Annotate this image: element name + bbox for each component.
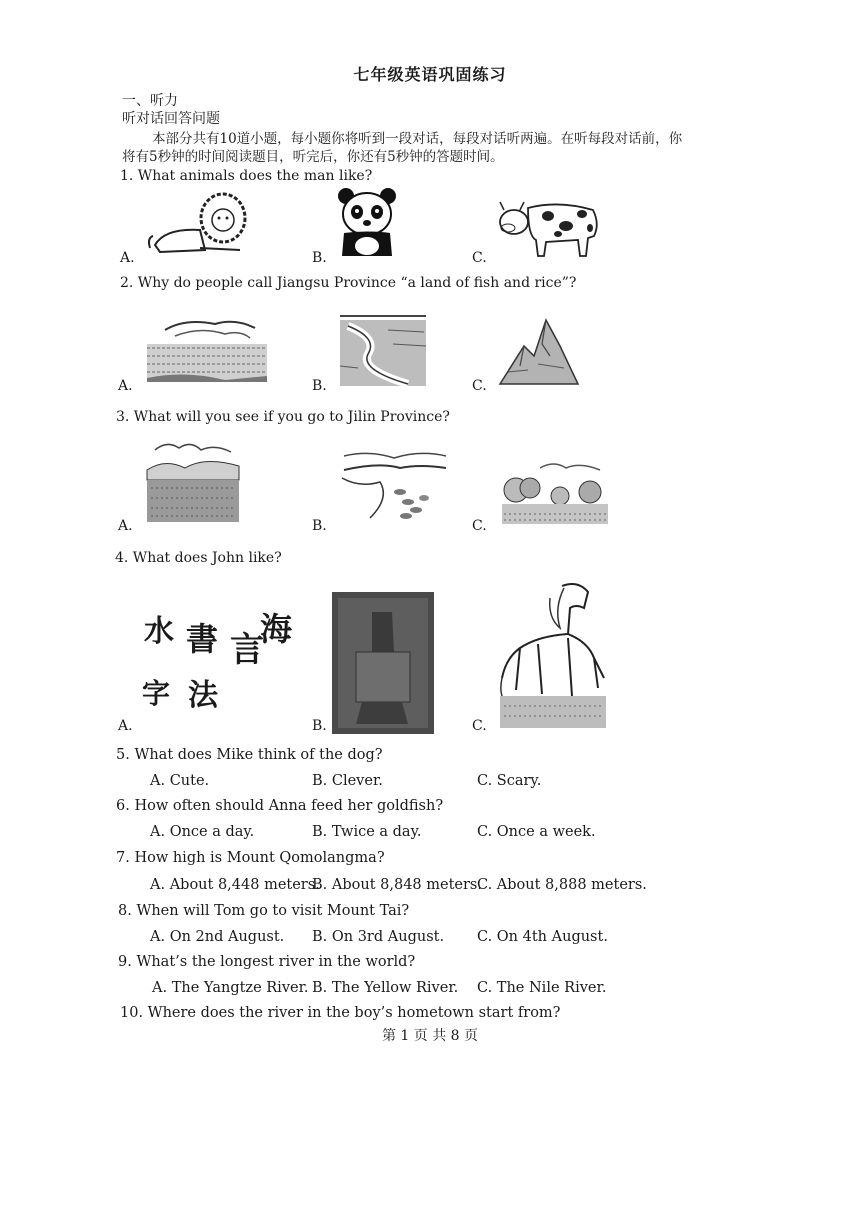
calligraphy-char: 法	[188, 678, 218, 713]
question-7: 7. How high is Mount Qomolangma?	[116, 850, 385, 866]
q1-option-b[interactable]: B.	[312, 250, 327, 266]
section-heading: 一、听力	[122, 93, 178, 109]
q8-option-c[interactable]: C. On 4th August.	[477, 929, 608, 945]
question-5: 5. What does Mike think of the dog?	[116, 747, 383, 763]
q3-option-c[interactable]: C.	[472, 518, 487, 534]
mountain-icon	[498, 316, 580, 386]
forest-landscape-icon	[145, 436, 241, 524]
q7-option-a[interactable]: A. About 8,448 meters.	[150, 877, 320, 893]
page-title: 七年级英语巩固练习	[353, 65, 507, 84]
calligraphy-char: 言	[230, 630, 264, 670]
q5-option-c[interactable]: C. Scary.	[477, 773, 542, 789]
question-8: 8. When will Tom go to visit Mount Tai?	[118, 903, 410, 919]
question-6: 6. How often should Anna feed her goldfish?	[116, 798, 444, 814]
river-landscape-icon	[338, 310, 428, 388]
q8-option-a[interactable]: A. On 2nd August.	[150, 929, 285, 945]
question-1: 1. What animals does the man like?	[120, 168, 373, 184]
q3-option-a[interactable]: A.	[118, 518, 133, 534]
calligraphy-char: 字	[142, 677, 171, 710]
trees-landscape-icon	[500, 458, 610, 526]
q6-option-b[interactable]: B. Twice a day.	[312, 824, 422, 840]
question-3: 3. What will you see if you go to Jilin Province?	[116, 409, 450, 425]
q4-option-c[interactable]: C.	[472, 718, 487, 734]
q6-option-c[interactable]: C. Once a week.	[477, 824, 596, 840]
q9-option-b[interactable]: B. The Yellow River.	[312, 980, 459, 996]
dark-photo-icon	[332, 592, 434, 734]
q9-option-a[interactable]: A. The Yangtze River.	[152, 980, 309, 996]
subsection-heading: 听对话回答问题	[122, 111, 220, 127]
q1-option-a[interactable]: A.	[120, 250, 135, 266]
q4-option-a[interactable]: A.	[118, 718, 133, 734]
question-4: 4. What does John like?	[115, 550, 282, 566]
q4-option-b[interactable]: B.	[312, 718, 327, 734]
lake-landscape-icon	[145, 314, 269, 384]
calligraphy-char: 海	[260, 610, 293, 648]
calligraphy-char: 書	[186, 620, 219, 658]
q2-option-a[interactable]: A.	[118, 378, 133, 394]
q8-option-b[interactable]: B. On 3rd August.	[312, 929, 445, 945]
q2-option-c[interactable]: C.	[472, 378, 487, 394]
q2-option-b[interactable]: B.	[312, 378, 327, 394]
q1-option-c[interactable]: C.	[472, 250, 487, 266]
question-10: 10. Where does the river in the boy’s hometown start from?	[120, 1005, 561, 1021]
instructions-line-1: 本部分共有10道小题，每小题你将听到一段对话，每段对话听两遍。在听每段对话前，你	[152, 131, 683, 147]
calligraphy-char: 水	[144, 614, 174, 649]
horse-drawing-icon	[498, 578, 608, 730]
q5-option-b[interactable]: B. Clever.	[312, 773, 383, 789]
question-2: 2. Why do people call Jiangsu Province “a land of fish and rice”?	[120, 275, 577, 291]
q6-option-a[interactable]: A. Once a day.	[150, 824, 255, 840]
stream-stones-icon	[340, 448, 450, 522]
instructions-line-2: 将有5秒钟的时间阅读题目，听完后，你还有5秒钟的答题时间。	[122, 149, 504, 165]
lion-icon	[145, 190, 255, 258]
q9-option-c[interactable]: C. The Nile River.	[477, 980, 607, 996]
q3-option-b[interactable]: B.	[312, 518, 327, 534]
question-9: 9. What’s the longest river in the world?	[118, 954, 416, 970]
q7-option-c[interactable]: C. About 8,888 meters.	[477, 877, 647, 893]
calligraphy-icon	[138, 600, 298, 724]
q5-option-a[interactable]: A. Cute.	[150, 773, 210, 789]
q7-option-b[interactable]: B. About 8,848 meters.	[312, 877, 482, 893]
page-footer: 第 1 页 共 8 页	[381, 1028, 479, 1044]
cow-icon	[498, 196, 602, 260]
panda-icon	[336, 188, 398, 258]
